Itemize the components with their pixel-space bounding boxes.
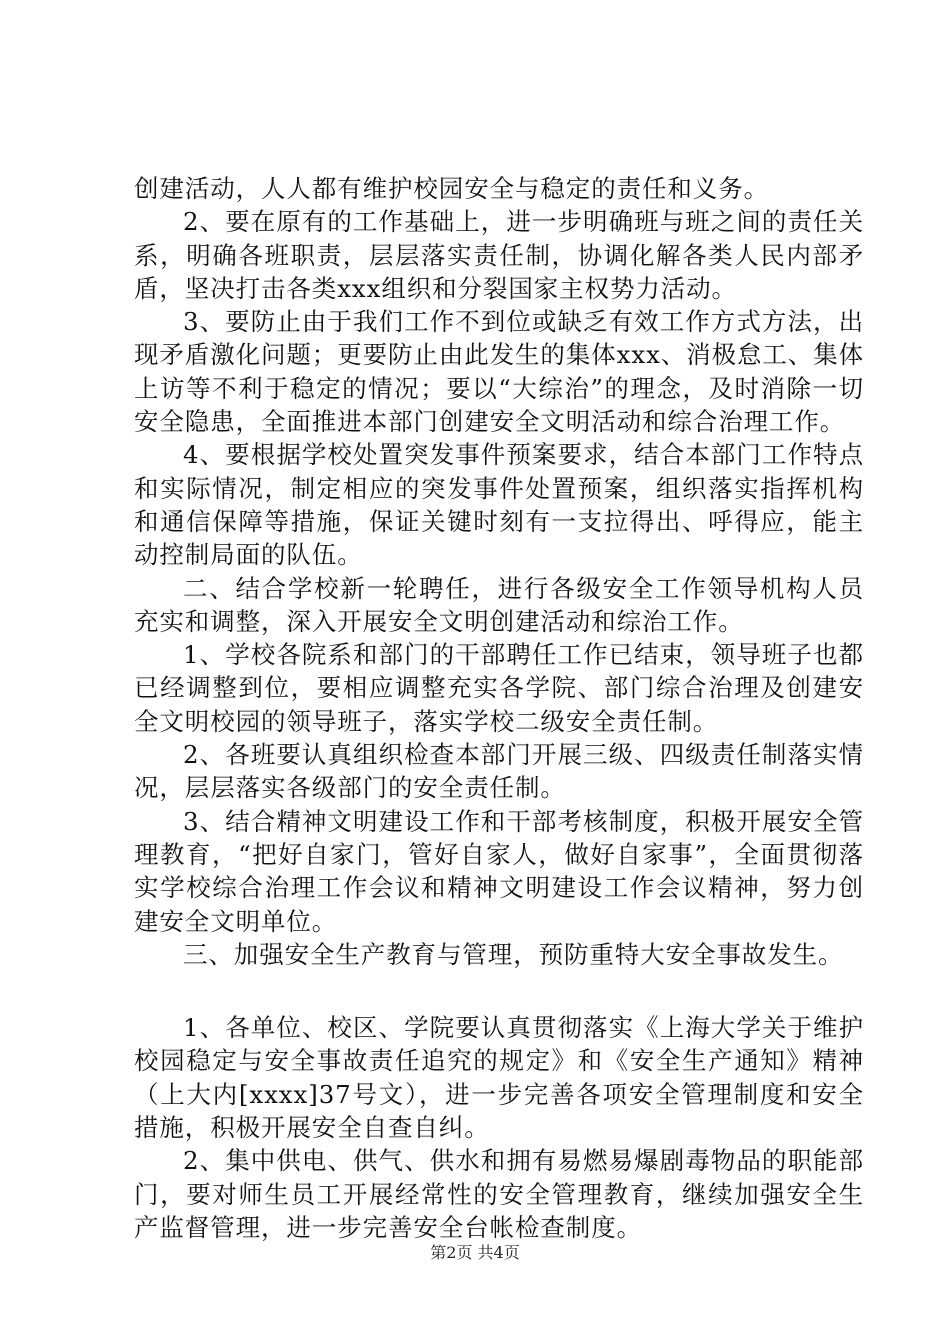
document-body	[134, 172, 864, 1244]
paragraph-section3-item-2: 2、集中供电、供气、供水和拥有易燃易爆剧毒物品的职能部门，要对师生员工开展经常性的安全管理教育，继续加强安全生产监督管理，进一步完善安全台帐检查制度。	[134, 1146, 864, 1242]
paragraph-section2-item-1: 1、学校各院系和部门的干部聘任工作已结束，领导班子也都已经调整到位，要相应调整充实各学院、部门综合治理及创建安全文明校园的领导班子，落实学校二级安全责任制。	[134, 640, 864, 736]
paragraph-continuation: 创建活动，人人都有维护校园安全与稳定的责任和义务。	[134, 174, 769, 203]
paragraph-section3-item-1: 1、各单位、校区、学院要认真贯彻落实《上海大学关于维护校园稳定与安全事故责任追究的规定》和《安全生产通知》精神（上大内[xxxx]37号文），进一步完善各项安全管理制度和安全措施，积极开展安全自查自纠。	[134, 1013, 864, 1143]
paragraph-item-2: 2、要在原有的工作基础上，进一步明确班与班之间的责任关系，明确各班职责，层层落实责任制，协调化解各类人民内部矛盾，坚决打击各类xxx组织和分裂国家主权势力活动。	[134, 207, 864, 303]
paragraph-section2-item-3: 3、结合精神文明建设工作和干部考核制度，积极开展安全管理教育，“把好自家门，管好自家人，做好自家事”，全面贯彻落实学校综合治理工作会议和精神文明建设工作会议精神，努力创建安全文明单位。	[134, 806, 864, 936]
page-number-footer: 第2页 共4页	[430, 1243, 520, 1262]
paragraph-section2-item-2: 2、各班要认真组织检查本部门开展三级、四级责任制落实情况，层层落实各级部门的安全责任制。	[134, 740, 864, 803]
section-heading-3: 三、加强安全生产教育与管理，预防重特大安全事故发生。	[183, 939, 844, 969]
paragraph-item-4: 4、要根据学校处置突发事件预案要求，结合本部门工作特点和实际情况，制定相应的突发事件处置预案，组织落实指挥机构和通信保障等措施，保证关键时刻有一支拉得出、呼得应，能主动控制局面的队伍。	[134, 440, 864, 570]
section-heading-2: 二、结合学校新一轮聘任，进行各级安全工作领导机构人员充实和调整，深入开展安全文明创建活动和综治工作。	[134, 573, 864, 636]
paragraph-item-3: 3、要防止由于我们工作不到位或缺乏有效工作方式方法，出现矛盾激化问题；更要防止由此发生的集体xxx、消极怠工、集体上访等不利于稳定的情况；要以“大综治”的理念，及时消除一切安全隐患，全面推进本部门创建安全文明活动和综合治理工作。	[134, 307, 864, 437]
